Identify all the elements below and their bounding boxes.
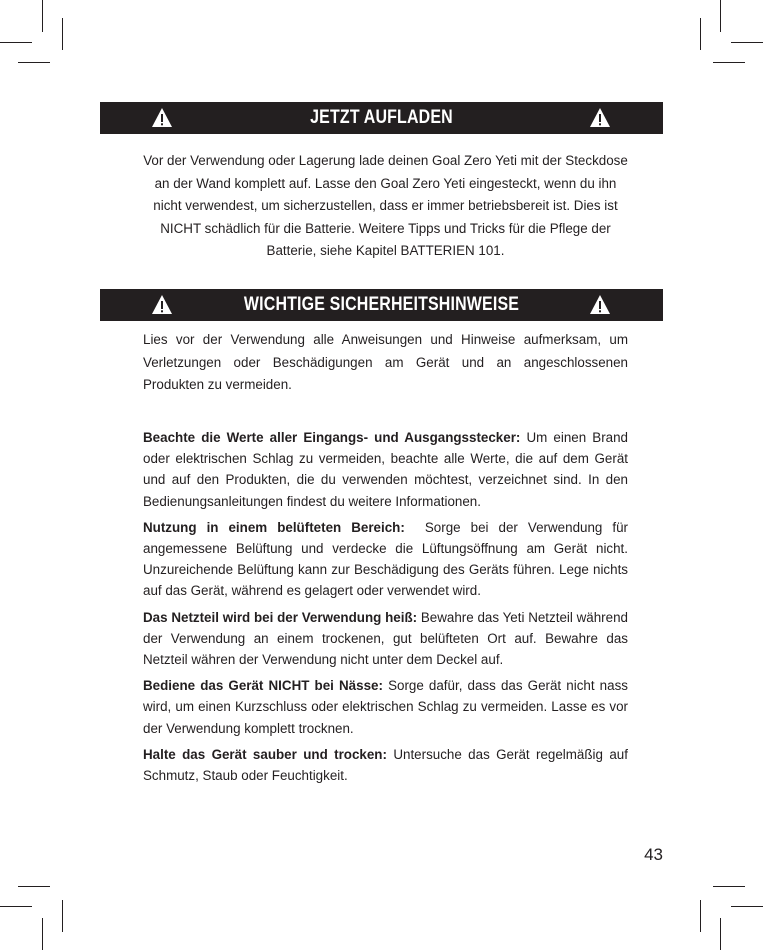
crop-mark: [700, 18, 701, 50]
safety-item-label: Halte das Gerät sauber und trocken:: [143, 746, 387, 762]
safety-item: [143, 607, 628, 671]
crop-mark: [62, 900, 63, 932]
safety-item-text: Sorge bei der Verwendung für angemessene Belüftung und verdecke die Lüftungsöffnung am Gerät nicht. Unzureichende Belüftung kann zur Beschädigung des Geräts führen. Lege nichts auf das Gerät, während es gelagert oder verwendet wird.: [143, 519, 629, 599]
crop-mark: [731, 906, 763, 907]
crop-mark: [720, 0, 721, 32]
crop-mark: [62, 18, 63, 50]
crop-mark: [42, 0, 43, 32]
crop-mark: [0, 42, 32, 43]
warning-triangle-icon: [589, 107, 611, 128]
crop-mark: [713, 886, 745, 887]
page-number: 43: [644, 845, 663, 864]
crop-mark: [18, 62, 50, 63]
crop-mark: [700, 900, 701, 932]
warning-triangle-icon: [589, 294, 611, 315]
crop-mark: [42, 918, 43, 950]
safety-item: [143, 427, 628, 512]
charge-banner-title: JETZT AUFLADEN: [310, 107, 453, 128]
safety-item: [143, 675, 628, 739]
safety-item-label: Das Netzteil wird bei der Verwendung heiß:: [143, 609, 418, 625]
safety-item-text: Um einen Brand oder elektrischen Schlag zu vermeiden, beachte alle Werte, die auf dem Gerät und auf den Produkten, die du verwenden möchtest, verzeichnet sind. In den Bedienungsanleitungen findest du weitere Informationen.: [143, 430, 628, 509]
safety-item-text: Untersuche das Gerät regelmäßig auf Schmutz, Staub oder Feuchtigkeit.: [143, 746, 628, 784]
safety-list: [143, 427, 628, 791]
safety-banner: [100, 289, 663, 321]
charge-instructions: Vor der Verwendung oder Lagerung lade deinen Goal Zero Yeti mit der Steckdose an der Wand komplett auf. Lasse den Goal Zero Yeti eingesteckt, wenn du ihn nicht verwendest, um sicherzustellen, dass er immer betriebsbereit ist. Dies ist NICHT schädlich für die Batterie. Weitere Tipps und Tricks für die Pflege der Batterie, siehe Kapitel BATTERIEN 101.: [143, 153, 628, 259]
safety-item-text: Bewahre das Yeti Netzteil während der Verwendung an einem trockenen, gut belüfteten Ort auf. Bewahre das Netzteil währen der Verwendung nicht unter dem Deckel auf.: [143, 609, 628, 668]
safety-intro: Lies vor der Verwendung alle Anweisungen und Hinweise aufmerksam, um Verletzungen oder Beschädigungen am Gerät und an angeschlossenen Produkten zu vermeiden.: [143, 332, 628, 393]
charge-banner: [100, 102, 663, 134]
safety-item: [143, 517, 628, 602]
crop-mark: [713, 62, 745, 63]
crop-mark: [720, 918, 721, 950]
safety-banner-title: WICHTIGE SICHERHEITSHINWEISE: [243, 294, 520, 315]
crop-mark: [18, 886, 50, 887]
crop-mark: [731, 42, 763, 43]
crop-mark: [0, 906, 32, 907]
safety-item-label: Bediene das Gerät NICHT bei Nässe:: [143, 678, 383, 694]
safety-item-label: Nutzung in einem belüfteten Bereich:: [143, 519, 405, 535]
safety-item: [143, 744, 628, 786]
safety-item-label: Beachte die Werte aller Eingangs- und Ausgangsstecker:: [143, 430, 521, 445]
safety-item-text: Sorge dafür, dass das Gerät nicht nass wird, um einen Kurzschluss oder elektrischen Schlag zu vermeiden. Lasse es vor der Verwendung komplett trocknen.: [143, 678, 628, 736]
